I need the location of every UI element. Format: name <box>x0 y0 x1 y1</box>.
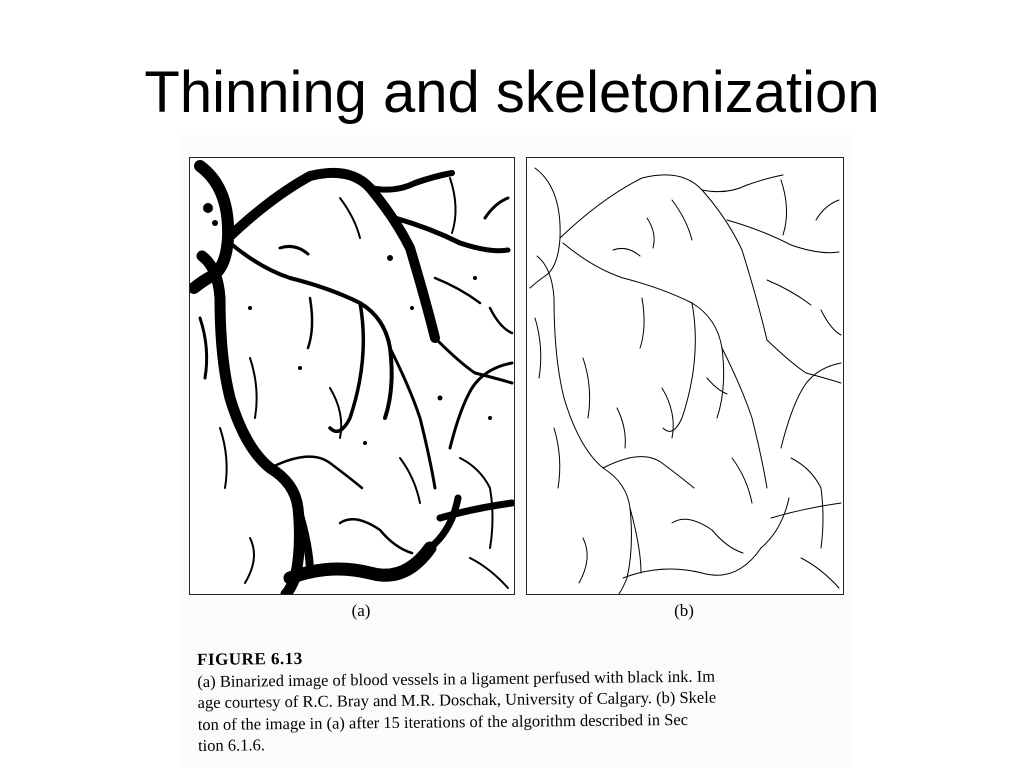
figure-caption <box>197 642 850 756</box>
binarized-vessel-image <box>189 157 515 595</box>
figure-heading: FIGURE 6.13 <box>197 648 303 669</box>
skeleton-image-b <box>527 158 843 594</box>
vessel-image-a <box>190 158 514 594</box>
caption-line: tion 6.1.6. <box>197 735 266 755</box>
skeleton-image <box>526 157 844 595</box>
panel-a-label: (a) <box>351 601 371 620</box>
scanned-figure <box>180 135 852 768</box>
caption-line: age courtesy of R.C. Bray and M.R. Doschak, University of Calgary. (b) Skele <box>197 687 717 712</box>
caption-line: (a) Binarized image of blood vessels in a ligament perfused with black ink. Im <box>197 666 716 691</box>
caption-line: ton of the image in (a) after 15 iterations of the algorithm described in Sec <box>197 709 689 734</box>
slide-title: Thinning and skeletonization <box>144 60 880 125</box>
panel-b-label: (b) <box>674 601 694 620</box>
